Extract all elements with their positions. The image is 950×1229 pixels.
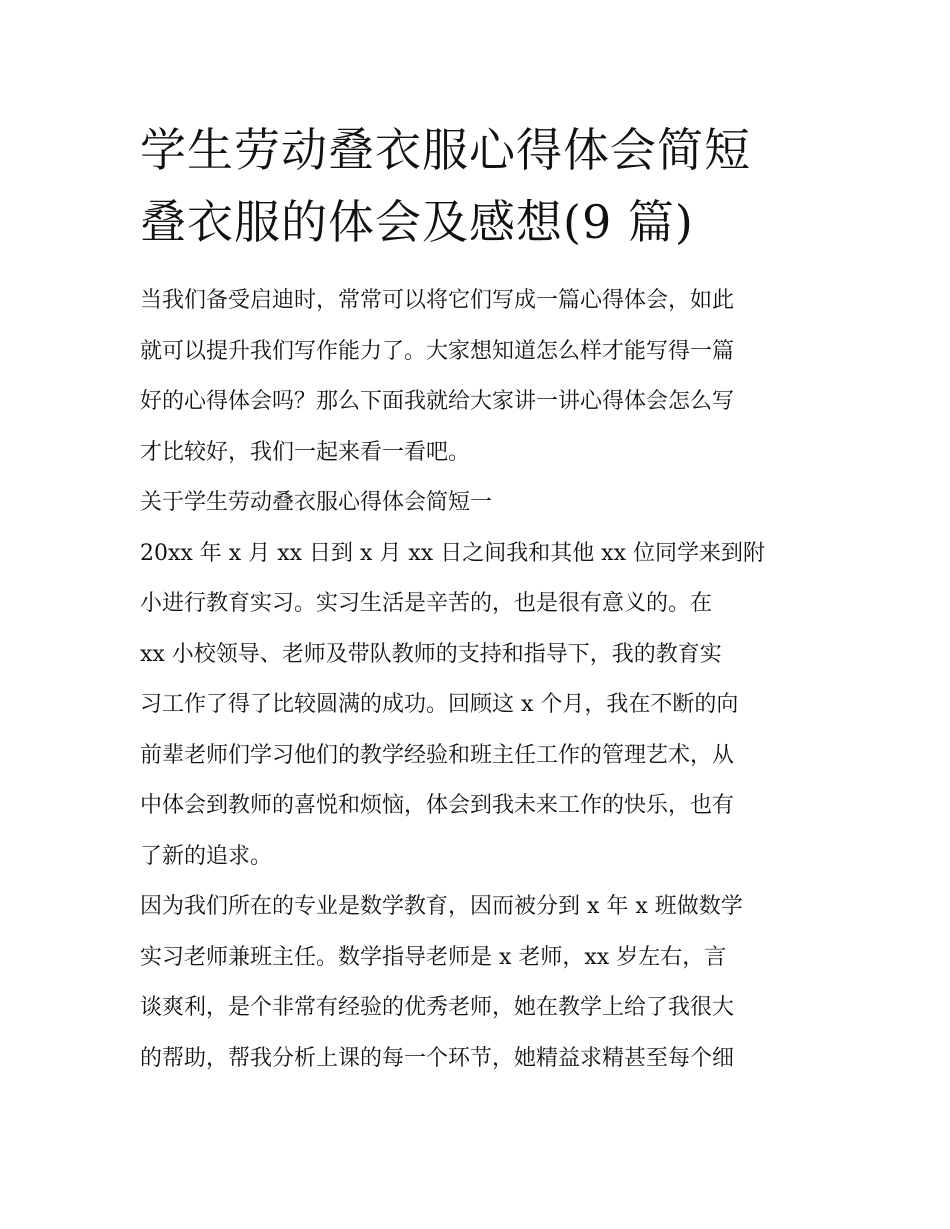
text-line: xx 小校领导、老师及带队教师的支持和指导下，我的教育实 bbox=[140, 641, 722, 667]
text-line: 因为我们所在的专业是数学教育，因而被分到 x 年 x 班做数学 bbox=[140, 894, 743, 919]
document-title bbox=[140, 114, 820, 258]
text-line: 中体会到教师的喜悦和烦恼，体会到我未来工作的快乐，也有 bbox=[140, 793, 735, 818]
text-line: 就可以提升我们写作能力了。大家想知道怎么样才能写得一篇 bbox=[140, 338, 735, 364]
body-paragraph bbox=[140, 882, 820, 1084]
text-line: 当我们备受启迪时，常常可以将它们写成一篇心得体会，如此 bbox=[140, 288, 735, 313]
title-line: 学生劳动叠衣服心得体会简短 bbox=[140, 123, 751, 177]
section-heading bbox=[140, 478, 820, 529]
text-line: 实习老师兼班主任。数学指导老师是 x 老师，xx 岁左右，言 bbox=[140, 944, 727, 970]
text-line: 好的心得体会吗？那么下面我就给大家讲一讲心得体会怎么写 bbox=[140, 389, 735, 414]
title-line: 叠衣服的体会及感想(9 篇) bbox=[140, 195, 694, 249]
text-line: 前辈老师们学习他们的教学经验和班主任工作的管理艺术，从 bbox=[140, 742, 735, 768]
intro-paragraph bbox=[140, 276, 820, 478]
document-body bbox=[140, 276, 820, 1084]
text-line: 关于学生劳动叠衣服心得体会简短一 bbox=[140, 490, 493, 515]
text-line: 才比较好，我们一起来看一看吧。 bbox=[140, 439, 471, 465]
text-line: 20xx 年 x 月 xx 日到 x 月 xx 日之间我和其他 xx 位同学来到附 bbox=[140, 540, 765, 566]
text-line: 习工作了得了比较圆满的成功。回顾这 x 个月，我在不断的向 bbox=[140, 692, 739, 717]
body-paragraph bbox=[140, 529, 820, 883]
text-line: 的帮助，帮我分析上课的每一个环节，她精益求精甚至每个细 bbox=[140, 1045, 735, 1071]
text-line: 了新的追求。 bbox=[140, 843, 273, 869]
text-line: 谈爽利，是个非常有经验的优秀老师，她在教学上给了我很大 bbox=[140, 995, 735, 1020]
text-line: 小进行教育实习。实习生活是辛苦的，也是很有意义的。在 bbox=[140, 591, 713, 616]
